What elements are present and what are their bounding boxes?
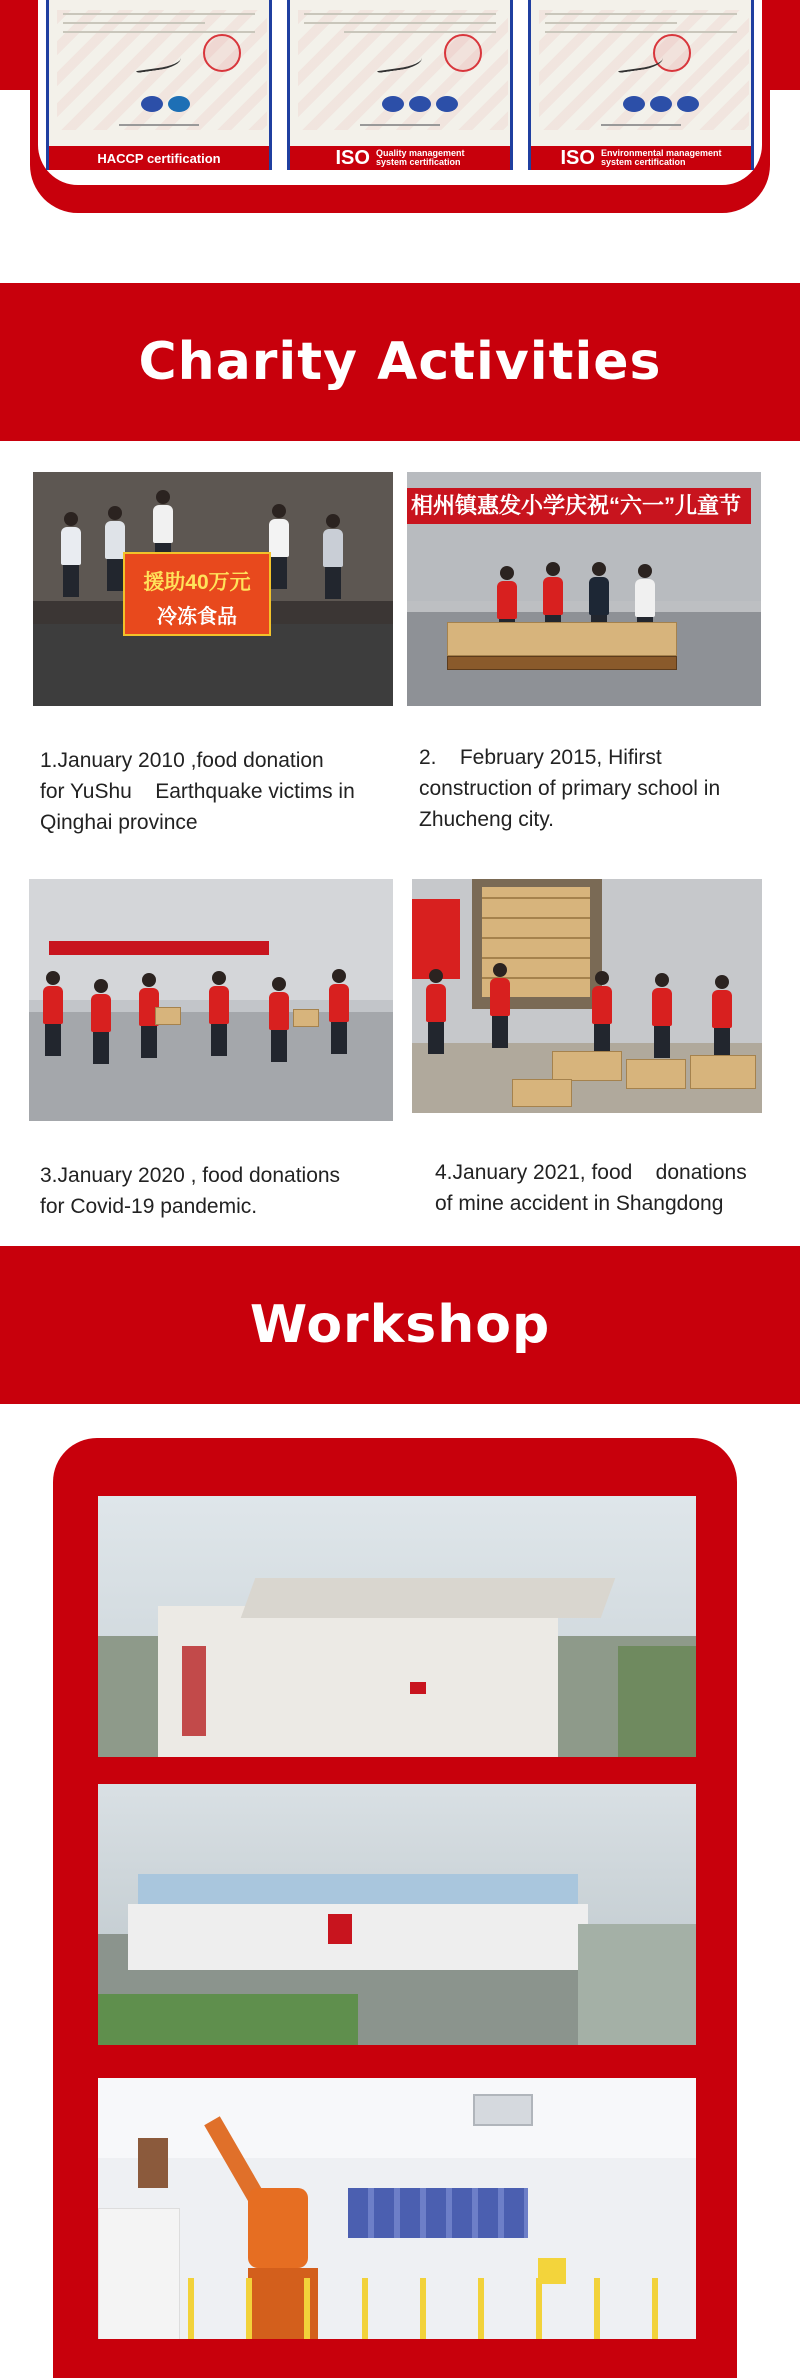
workshop-section-banner — [0, 1246, 800, 1404]
workshop-section-title: Workshop — [249, 1295, 551, 1355]
certificate-label-line1: Quality management — [375, 148, 465, 158]
certificate-label-text: HACCP certification — [97, 150, 221, 166]
certificate-label-line2: system certification — [375, 157, 461, 167]
workshop-photo-2 — [98, 1784, 696, 2045]
charity-photo-3 — [29, 879, 393, 1121]
workshop-photo-1 — [98, 1496, 696, 1757]
charity-photo-2 — [407, 472, 761, 706]
charity-caption-3: 3.January 2020 , food donations for Covid-19 pandemic. — [40, 1164, 341, 1218]
seal-icon — [203, 34, 241, 72]
haccp-certificate-image — [46, 0, 272, 170]
charity-photo-4 — [412, 879, 762, 1113]
school-banner: 相州镇惠发小学庆祝“六一”儿童节 — [407, 488, 751, 524]
charity-section-banner — [0, 283, 800, 441]
donation-sign — [123, 552, 271, 636]
certificate-label-line1: Environmental management — [600, 148, 722, 158]
certificate-label — [49, 146, 269, 170]
donation-sign-text: 援助40万元 — [143, 571, 251, 594]
workshop-photo-3 — [98, 2078, 696, 2339]
charity-section-title: Charity Activities — [138, 332, 662, 392]
certificate-label-iso: ISO — [560, 146, 595, 169]
certificate-label-iso: ISO — [335, 146, 370, 169]
charity-caption-1: 1.January 2010 ,food donation for YuShu Earthquake victims in Qinghai province — [40, 749, 355, 834]
charity-photo-1 — [33, 472, 393, 706]
charity-caption-4: 4.January 2021, food donations of mine accident in Shangdong — [435, 1161, 747, 1215]
iso-quality-certificate-image — [287, 0, 513, 170]
seal-icon — [444, 34, 482, 72]
donation-sign-text-2: 冷冻食品 — [157, 606, 237, 628]
certificate-label — [531, 146, 751, 170]
certificate-label — [290, 146, 510, 170]
charity-caption-2: 2. February 2015, Hifirst construction of primary school in Zhucheng city. — [419, 746, 721, 831]
iso-environmental-certificate-image — [528, 0, 754, 170]
certificate-label-line2: system certification — [600, 157, 686, 167]
